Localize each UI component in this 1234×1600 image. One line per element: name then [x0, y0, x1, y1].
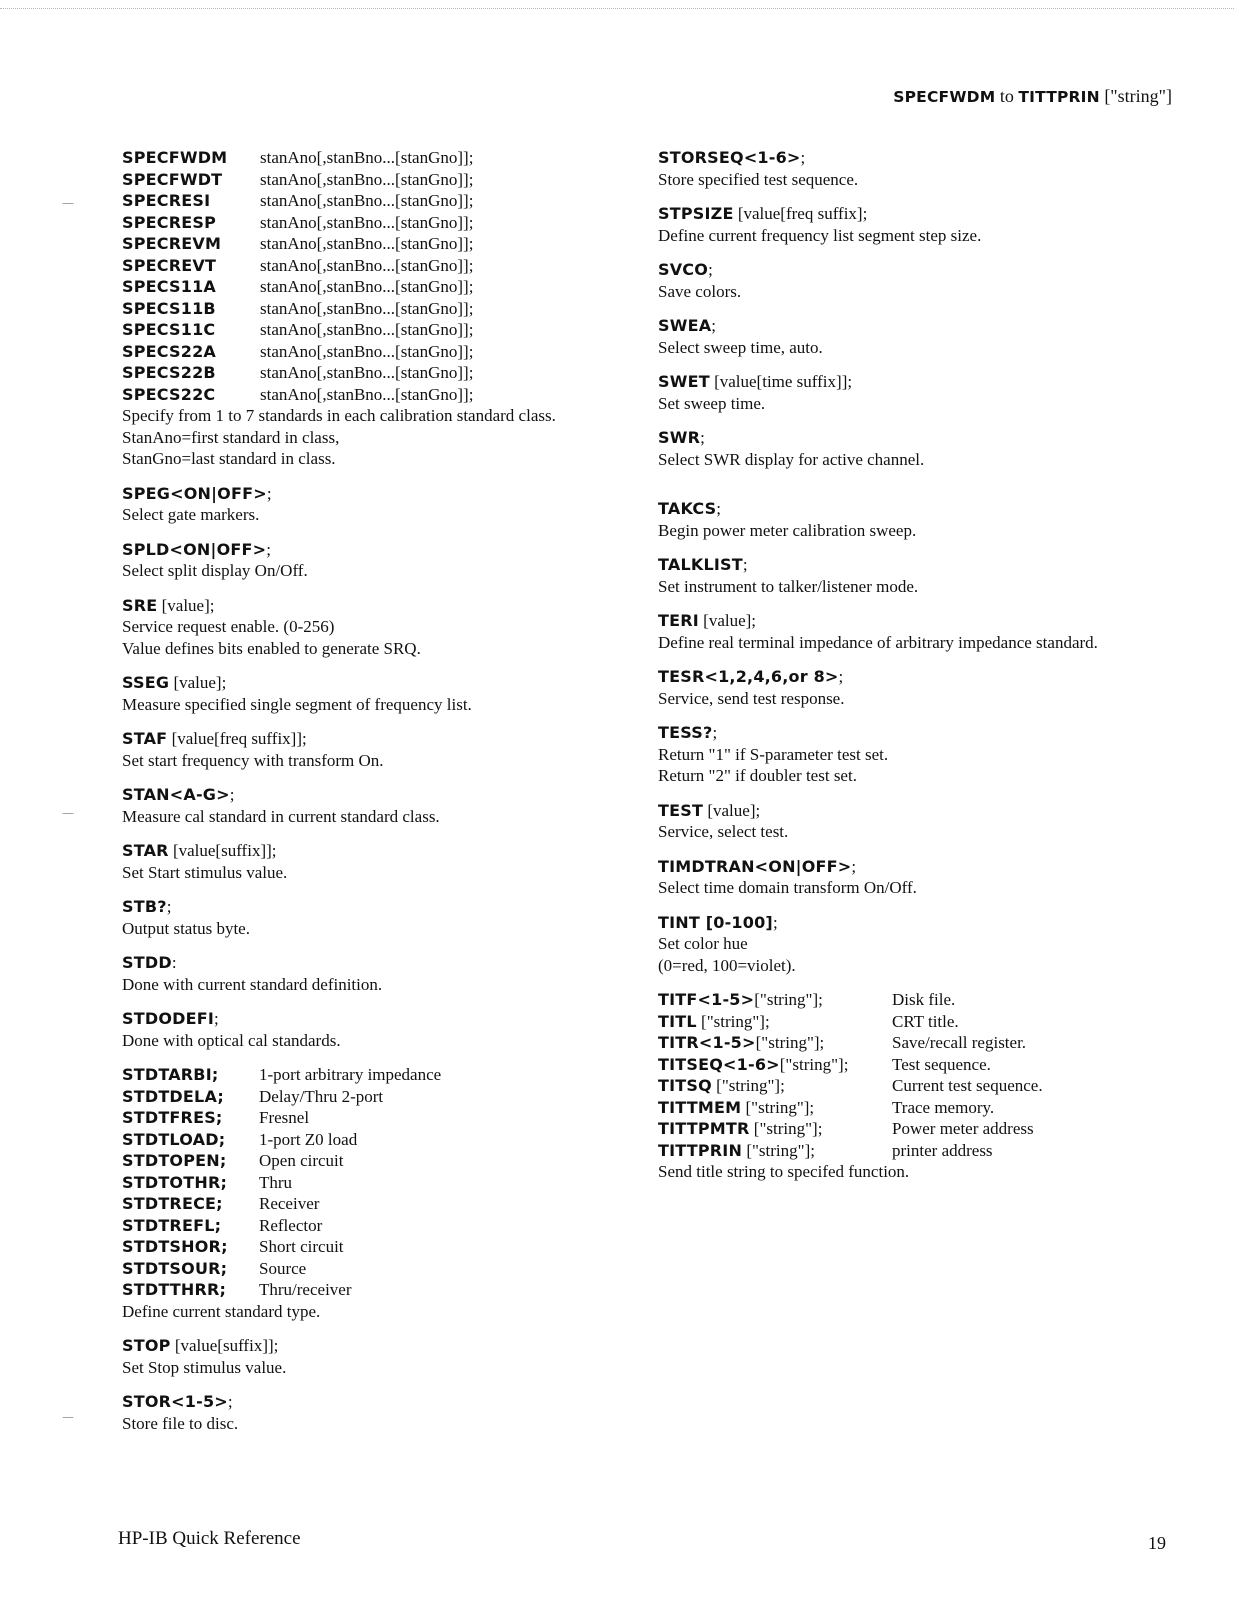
tit-row [658, 1118, 1218, 1140]
command-entry [658, 427, 1218, 470]
command-entry [122, 728, 662, 771]
command-name: SPECS11A [122, 277, 216, 296]
scan-mark: — [62, 196, 74, 210]
command-entry [122, 1391, 662, 1434]
command-args: stanAno[,stanBno...[stanGno]]; [260, 255, 474, 275]
command-description: Select gate markers. [122, 505, 260, 524]
std-row [122, 1150, 662, 1172]
command-name: TITSQ [658, 1076, 712, 1095]
command-name: STAN<A-G> [122, 785, 230, 804]
command-name: STDTLOAD; [122, 1129, 226, 1149]
command-entry [122, 539, 662, 582]
command-name: TITTMEM [658, 1097, 742, 1117]
command-args: ["string"]; [754, 990, 823, 1009]
command-args: ; [711, 316, 717, 335]
command-description: Measure specified single segment of frequency list. [122, 694, 472, 714]
command-args: stanAno[,stanBno...[stanGno]]; [260, 169, 474, 189]
command-description: Set Start stimulus value. [122, 862, 288, 882]
spec-description: StanGno=last standard in class. [122, 449, 336, 468]
command-name: TITL [658, 1011, 697, 1031]
command-entry [658, 554, 1218, 597]
command-name: SVCO [658, 260, 709, 279]
std-label: Source [259, 1258, 307, 1278]
command-entry [122, 483, 662, 526]
tit-row [658, 1054, 1218, 1076]
spec-command-group [122, 147, 662, 470]
command-description: Begin power meter calibration sweep. [658, 520, 917, 540]
left-column [122, 147, 662, 1447]
command-description: Define real terminal impedance of arbitrary impedance standard. [658, 632, 1098, 652]
command-description: Define current frequency list segment step size. [658, 225, 982, 245]
command-name: SPECS22C [122, 384, 216, 404]
command-name: STDODEFI [122, 1009, 215, 1028]
command-description: Service, select test. [658, 822, 789, 841]
command-args: stanAno[,stanBno...[stanGno]]; [260, 363, 474, 382]
spec-row [122, 362, 662, 384]
command-args: stanAno[,stanBno...[stanGno]]; [260, 320, 474, 339]
std-label: Receiver [259, 1194, 320, 1213]
command-args: ; [700, 428, 705, 447]
command-entry [122, 896, 662, 939]
std-row [122, 1193, 662, 1215]
command-name: SPECFWDT [122, 169, 223, 189]
tit-row [658, 1140, 1218, 1162]
command-args: ; [214, 1009, 219, 1028]
spec-row [122, 212, 662, 234]
tit-label: Save/recall register. [892, 1033, 1027, 1052]
command-description: Store specified test sequence. [658, 169, 859, 189]
command-args: ; [229, 785, 235, 804]
header-to-command: TITTPRIN [1018, 88, 1100, 106]
command-name: STPSIZE [658, 204, 734, 223]
command-args: ["string"]; [711, 1076, 785, 1095]
command-args: ["string"]; [749, 1119, 823, 1138]
command-args: [value]; [157, 595, 215, 615]
command-name: STAR [122, 841, 169, 860]
command-args: ; [742, 555, 748, 574]
std-label: Fresnel [259, 1108, 310, 1127]
command-name: SPECS22B [122, 363, 216, 382]
command-args: stanAno[,stanBno...[stanGno]]; [260, 298, 474, 318]
command-name: STDTARBI; [122, 1065, 219, 1084]
command-entry [658, 610, 1218, 653]
command-entry [658, 498, 1218, 541]
command-entry [122, 1335, 662, 1378]
command-description: Select split display On/Off. [122, 561, 308, 580]
std-row [122, 1172, 662, 1194]
command-name: SWET [658, 372, 710, 391]
scan-top-edge [0, 8, 1234, 9]
command-entry [658, 371, 1218, 414]
command-args: stanAno[,stanBno...[stanGno]]; [260, 384, 474, 404]
command-description: Value defines bits enabled to generate SRQ. [122, 638, 421, 658]
command-args: stanAno[,stanBno...[stanGno]]; [260, 234, 474, 253]
std-row [122, 1107, 662, 1129]
command-entry [658, 203, 1218, 246]
command-name: STAF [122, 729, 168, 748]
command-name: SPECRESI [122, 191, 211, 210]
tit-label: Trace memory. [892, 1097, 995, 1117]
standard-type-group [122, 1064, 662, 1322]
command-args: ; [851, 856, 857, 876]
command-args: ; [266, 483, 272, 503]
command-entry [122, 672, 662, 715]
command-args: [value]; [169, 673, 227, 692]
command-args: ; [266, 539, 271, 559]
tit-row [658, 989, 1218, 1011]
command-name: SPECS22A [122, 341, 216, 361]
command-name: SPLD<ON|OFF> [122, 539, 267, 559]
command-description: (0=red, 100=violet). [658, 955, 796, 975]
command-entry [122, 784, 662, 827]
tit-row [658, 1097, 1218, 1119]
header-to-word: to [999, 86, 1014, 106]
command-args: stanAno[,stanBno...[stanGno]]; [260, 212, 474, 232]
tit-row [658, 1075, 1218, 1097]
spec-row [122, 276, 662, 298]
std-description: Define current standard type. [122, 1301, 321, 1321]
command-description: Measure cal standard in current standard class. [122, 806, 440, 826]
command-name: STDTRECE; [122, 1194, 223, 1213]
spec-description: StanAno=first standard in class, [122, 427, 340, 447]
std-label: 1-port Z0 load [259, 1129, 358, 1149]
command-name: TERI [658, 611, 699, 630]
tit-row [658, 1032, 1218, 1054]
tit-label: Test sequence. [892, 1054, 991, 1074]
command-description: Set start frequency with transform On. [122, 750, 384, 770]
command-name: STB? [122, 897, 167, 916]
std-label: Delay/Thru 2-port [259, 1086, 384, 1106]
command-description: Return "1" if S-parameter test set. [658, 744, 889, 764]
scan-mark: — [62, 1410, 74, 1424]
std-label: Thru/receiver [259, 1280, 352, 1299]
spec-row [122, 147, 662, 169]
scan-mark: — [62, 806, 74, 820]
command-name: TITF<1-5> [658, 990, 755, 1009]
command-name: TITTPMTR [658, 1119, 750, 1138]
command-args: ["string"]; [755, 1033, 825, 1052]
footer-title: HP-IB Quick Reference [118, 1528, 301, 1549]
command-args: stanAno[,stanBno...[stanGno]]; [260, 277, 474, 296]
command-args: [value[time suffix]]; [709, 372, 853, 391]
std-label: Open circuit [259, 1151, 344, 1170]
tit-row [658, 1011, 1218, 1033]
command-args: ["string"]; [742, 1140, 815, 1160]
command-name: TEST [658, 800, 704, 820]
command-name: SPECRESP [122, 212, 217, 232]
command-description: Return "2" if doubler test set. [658, 766, 857, 785]
command-name: SWEA [658, 316, 712, 335]
command-description: Save colors. [658, 281, 742, 301]
command-name: TAKCS [658, 499, 717, 518]
header-from-command: SPECFWDM [893, 88, 996, 106]
spec-row [122, 255, 662, 277]
command-name: TESS? [658, 723, 713, 742]
command-description: Select time domain transform On/Off. [658, 878, 917, 897]
tit-label: printer address [892, 1140, 993, 1160]
command-description: Done with current standard definition. [122, 974, 383, 994]
command-args: ["string"]; [696, 1011, 770, 1031]
command-args: ; [800, 148, 806, 167]
tit-label: Current test sequence. [892, 1076, 1043, 1095]
std-row [122, 1215, 662, 1237]
std-label: Thru [259, 1172, 293, 1192]
command-entry [658, 315, 1218, 358]
page-header [893, 86, 1172, 107]
command-name: SPEG<ON|OFF> [122, 483, 267, 503]
command-entry [658, 800, 1218, 843]
command-entry [658, 722, 1218, 787]
page-number: 19 [1148, 1533, 1166, 1553]
command-entry [122, 595, 662, 660]
command-args: ["string"]; [741, 1097, 815, 1117]
spec-row [122, 298, 662, 320]
command-name: SSEG [122, 673, 170, 692]
command-description: Select sweep time, auto. [658, 337, 823, 357]
command-entry [658, 259, 1218, 302]
command-name: TITSEQ<1-6> [658, 1054, 780, 1074]
command-args: ["string"]; [779, 1054, 849, 1074]
command-name: TINT [0-100] [658, 912, 773, 932]
std-label: Short circuit [259, 1237, 344, 1256]
right-column [658, 147, 1218, 1196]
command-description: Set sweep time. [658, 393, 766, 413]
command-entry [658, 856, 1218, 899]
title-command-group [658, 989, 1218, 1183]
std-row [122, 1086, 662, 1108]
command-name: STDTSOUR; [122, 1258, 228, 1278]
command-args: [value[freq suffix]]; [167, 729, 307, 748]
command-entry [122, 952, 662, 995]
command-args: ; [166, 897, 172, 916]
command-entry [122, 1008, 662, 1051]
command-args: ; [716, 499, 722, 518]
spec-row [122, 233, 662, 255]
command-description: Output status byte. [122, 918, 250, 938]
spec-row [122, 319, 662, 341]
command-name: TIMDTRAN<ON|OFF> [658, 856, 852, 876]
command-args: ; [708, 260, 713, 279]
command-args: [value[freq suffix]; [733, 204, 868, 223]
command-description: Done with optical cal standards. [122, 1030, 341, 1050]
command-name: TITR<1-5> [658, 1033, 756, 1052]
command-name: TESR<1,2,4,6,or 8> [658, 667, 839, 686]
command-args: [value]; [698, 611, 757, 630]
command-name: SWR [658, 428, 701, 447]
std-row [122, 1258, 662, 1280]
tit-label: Power meter address [892, 1119, 1034, 1138]
command-name: STDTOPEN; [122, 1151, 227, 1170]
std-row [122, 1129, 662, 1151]
command-args: [value]; [703, 800, 761, 820]
command-entry [658, 666, 1218, 709]
command-args: ; [838, 667, 844, 686]
command-name: STDTTHRR; [122, 1280, 227, 1299]
spec-row [122, 341, 662, 363]
command-name: SPECREVT [122, 255, 217, 275]
command-name: SPECS11B [122, 298, 216, 318]
command-name: STDTDELA; [122, 1086, 224, 1106]
tit-label: Disk file. [892, 990, 956, 1009]
command-args: stanAno[,stanBno...[stanGno]]; [260, 191, 474, 210]
command-name: STDTFRES; [122, 1108, 223, 1127]
spec-description: Specify from 1 to 7 standards in each calibration standard class. [122, 406, 556, 425]
command-description: Store file to disc. [122, 1413, 239, 1433]
tit-label: CRT title. [892, 1011, 959, 1031]
std-row [122, 1279, 662, 1301]
command-description: Set color hue [658, 934, 748, 953]
command-description: Set instrument to talker/listener mode. [658, 576, 919, 596]
command-description: Set Stop stimulus value. [122, 1357, 287, 1377]
command-description: Service request enable. (0-256) [122, 617, 335, 636]
command-name: STOR<1-5> [122, 1392, 228, 1411]
spec-row [122, 384, 662, 406]
command-entry [658, 912, 1218, 977]
std-row [122, 1064, 662, 1086]
command-name: SPECS11C [122, 320, 216, 339]
command-name: SPECFWDM [122, 148, 228, 167]
command-name: TALKLIST [658, 555, 743, 574]
command-entry [658, 147, 1218, 190]
command-name: STDTOTHR; [122, 1172, 228, 1192]
command-name: STOP [122, 1336, 171, 1355]
command-args: ; [227, 1392, 233, 1411]
command-args: [value[suffix]]; [170, 1336, 279, 1355]
command-name: SPECREVM [122, 234, 222, 253]
command-description: Select SWR display for active channel. [658, 449, 925, 469]
std-label: 1-port arbitrary impedance [259, 1065, 442, 1084]
spec-row [122, 190, 662, 212]
command-args: stanAno[,stanBno...[stanGno]]; [260, 148, 474, 167]
spec-row [122, 169, 662, 191]
command-name: STORSEQ<1-6> [658, 148, 801, 167]
command-args: stanAno[,stanBno...[stanGno]]; [260, 341, 474, 361]
command-name: STDD [122, 953, 172, 972]
command-name: SRE [122, 595, 158, 615]
command-name: STDTSHOR; [122, 1237, 228, 1256]
header-args: ["string"] [1104, 86, 1172, 106]
command-name: TITTPRIN [658, 1140, 743, 1160]
command-args: ; [772, 912, 778, 932]
command-name: STDTREFL; [122, 1215, 222, 1235]
command-description: Service, send test response. [658, 688, 845, 708]
command-args: ; [712, 723, 718, 742]
std-row [122, 1236, 662, 1258]
tit-description: Send title string to specifed function. [658, 1162, 910, 1181]
command-args: : [171, 953, 177, 972]
command-entry [122, 840, 662, 883]
std-label: Reflector [259, 1215, 323, 1235]
command-args: [value[suffix]]; [168, 841, 277, 860]
